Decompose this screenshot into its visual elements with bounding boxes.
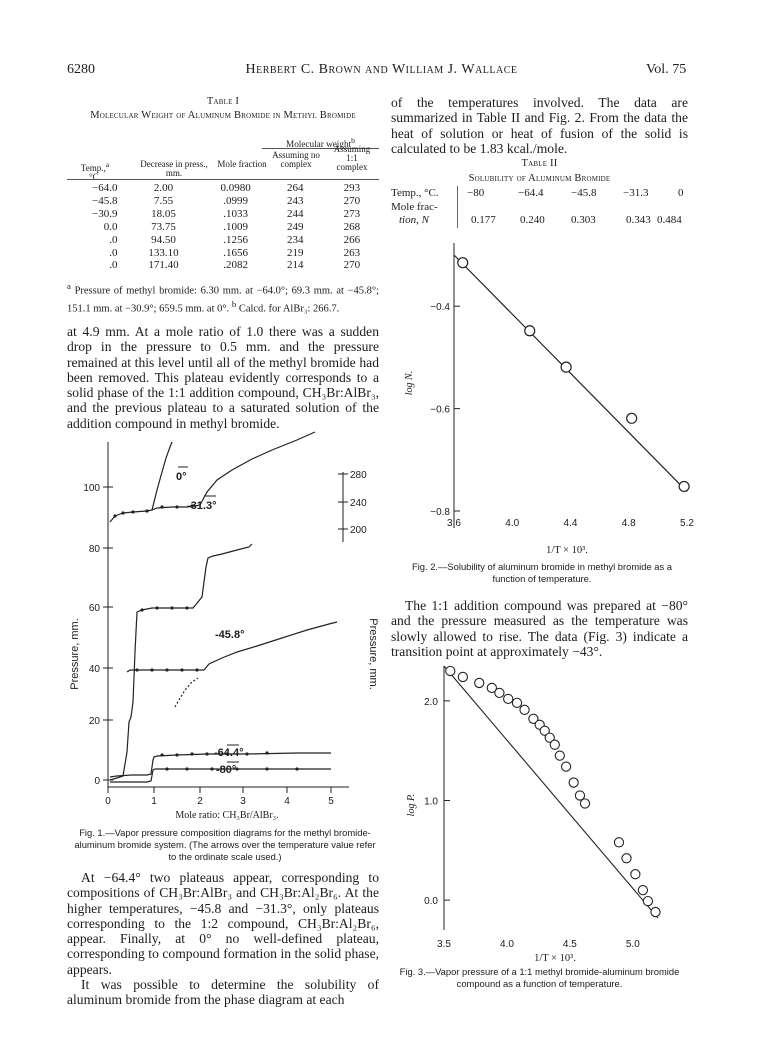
fig3-point	[512, 698, 521, 707]
fig1-yl-tick: 100	[83, 483, 100, 494]
left-paragraph-2a: At −64.4° two plateaus appear, corresponding to compositions of CH₃Br:AlBr₃ and CH₃Br:Al₂Br₆. At the higher temperatures, −45.8 and −31.3°, only plateaus corresponding to the 1:2 compound, CH₃Br:Al₂Br₆, appear. Finally, at 0° no well-defined plateau, corresponding to compound formation in the solid phase, appears.	[67, 870, 379, 977]
fig2-caption: Fig. 2.—Solubility of aluminum bromide in methyl bromide as a function of temperature.	[411, 561, 672, 584]
table1-cell: 234	[287, 233, 304, 246]
figure-1	[67, 432, 387, 827]
fig1-yr-tick: 280	[350, 470, 367, 481]
page-number: 6280	[67, 62, 95, 77]
fig1-label-neg80: -80°	[216, 764, 237, 776]
table1-cell: .0	[109, 246, 118, 259]
table1-cell: −45.8	[92, 194, 118, 207]
fig3-point	[651, 907, 660, 916]
fig3-x-tick-label: 4.0	[499, 939, 514, 950]
fig3-point	[475, 678, 484, 687]
table1-caption: Molecular Weight of Aluminum Bromide in Methyl Bromide	[90, 110, 356, 121]
fig2-y-tick-label: −0.6	[430, 404, 450, 416]
table1-title: Table I	[206, 96, 240, 107]
fig2-y-tick-label: −0.4	[430, 302, 450, 314]
fig3-point	[622, 854, 631, 863]
table1-cell: .1256	[223, 233, 249, 246]
volume-number: Vol. 75	[646, 62, 687, 77]
table1-cell: 266	[343, 233, 361, 246]
fig3-point	[458, 672, 467, 681]
table1-cell: −64.0	[92, 182, 118, 194]
left-paragraph-1: at 4.9 mm. At a mole ratio of 1.0 there was a sudden drop in the pressure to 0.5 mm. and the pressure remained at this level until all of the methyl bromide had been removed. This plateau evidently corresponds to a solid phase of the 1:1 addition compound, CH₃Br:AlBr₃, and the previous plateau to a saturated solution of the addition compound in methyl bromide.	[67, 324, 379, 431]
table1-row	[67, 221, 379, 234]
fig1-labels	[176, 467, 244, 776]
table1-cell: 264	[287, 182, 304, 194]
table1-cell: 7.55	[153, 194, 174, 207]
fig1-label-0: 0°	[176, 471, 187, 483]
table2-frac-2: 0.303	[571, 214, 596, 226]
fig3-point	[562, 762, 571, 771]
fig2-xlabel: 1/T × 10³.	[546, 545, 588, 556]
fig3-x-tick-label: 4.5	[562, 939, 577, 950]
table1-cell: 219	[287, 246, 304, 259]
left-paragraph-2b: It was possible to determine the solubility of aluminum bromide from the phase diagram at each	[67, 977, 379, 1008]
fig1-label-neg64: -64.4°	[214, 747, 244, 759]
table1-cell: .2082	[223, 259, 249, 272]
table1-col-decrease: Decrease in press., mm.	[140, 159, 208, 179]
fig1-x-tick: 3	[240, 796, 246, 807]
fig3-point	[555, 751, 564, 760]
fig3-point	[580, 799, 589, 808]
fig1-x-tick: 4	[284, 796, 290, 807]
fig1-curves	[110, 432, 337, 782]
fig1-x-tick: 0	[105, 796, 111, 807]
fig1-yr-tick: 200	[350, 525, 367, 536]
table1-cell: 270	[343, 259, 361, 272]
table1-body	[67, 182, 379, 272]
right-paragraph-1: of the temperatures involved. The data are summarized in Table II and Fig. 2. From the data the heat of solution or heat of fusion of the solid is calculated to be 1.83 kcal./mole.	[391, 95, 688, 156]
fig3-point	[614, 838, 623, 847]
fig3-y-ticks	[424, 697, 450, 907]
fig2-x-tick-label: 4.8	[621, 518, 636, 529]
fig1-axes	[108, 442, 349, 787]
fig1-label-neg31: -31.3°	[187, 500, 217, 512]
fig3-point	[520, 705, 529, 714]
fig2-ylabel: log N.	[404, 370, 415, 396]
fig2-y-tick-label: −0.8	[430, 507, 450, 518]
fig3-y-tick-label: 1.0	[424, 796, 438, 808]
fig2-point	[679, 481, 689, 491]
fig3-point	[550, 740, 559, 749]
table1-cell: 270	[343, 194, 361, 207]
table1-cell: .0999	[223, 194, 249, 207]
table1-row	[67, 182, 379, 195]
fig1-xlabel: Mole ratio: CH₃Br/AlBr₃.	[175, 810, 279, 821]
table1-col-mole: Mole fraction	[217, 159, 267, 169]
table2-temp-3: −31.3	[623, 187, 649, 199]
fig2-point	[525, 326, 535, 336]
fig3-y-tick-label: 0.0	[424, 896, 438, 908]
fig1-curve-dashed	[175, 678, 198, 707]
table2-frac-0: 0.177	[471, 214, 496, 226]
table2-divider	[457, 186, 459, 228]
table2-row1-label: Temp., °C.	[391, 187, 439, 199]
fig2-marks	[454, 243, 689, 511]
table1-cell: 0.0	[103, 220, 118, 233]
figure-2	[392, 243, 692, 557]
fig2-x-tick-label: 4.0	[505, 518, 520, 529]
fig1-x-ticks	[105, 787, 334, 807]
table2-title: Table II	[521, 158, 558, 169]
table1-cell: 2.00	[153, 182, 174, 194]
fig3-point	[569, 778, 578, 787]
fig3-y-tick-label: 2.0	[424, 696, 438, 708]
table2-frac-3: 0.343	[626, 214, 651, 226]
fig2-point	[561, 362, 571, 372]
fig3-x-tick-label: 5.0	[625, 939, 640, 950]
table2-temp-1: −64.4	[518, 187, 544, 199]
table2	[391, 186, 688, 230]
fig2-x-tick-label: 3.6	[447, 518, 461, 529]
running-authors: Herbert C. Brown and William J. Wallace	[245, 62, 518, 77]
table2-temp-4: 0	[678, 187, 684, 199]
fig1-curve-0	[110, 442, 172, 522]
fig2-x-ticks	[447, 518, 694, 529]
table1-col-nocomplex: Assuming no complex	[272, 150, 320, 170]
table2-row2-label-b: tion, N	[399, 214, 429, 226]
table2-temp-0: −80	[467, 187, 485, 199]
table1-row	[67, 208, 379, 221]
fig1-points	[113, 504, 298, 770]
table1-cell: 273	[343, 207, 361, 220]
fig1-caption: Fig. 1.—Vapor pressure composition diagrams for the methyl bromide-aluminum bromide system. (The arrows over the temperature value refer to the ordinate scale used.)	[74, 827, 376, 862]
fig3-point	[446, 666, 455, 675]
fig1-ylabel-right: Pressure, mm.	[367, 618, 379, 690]
fig2-x-tick-label: 5.2	[680, 518, 694, 529]
fig1-x-tick: 2	[197, 796, 203, 807]
table1-cell: .1009	[223, 220, 249, 233]
table1-cell: .1033	[223, 207, 249, 220]
fig3-x-ticks	[437, 939, 640, 950]
figure-3	[392, 660, 692, 966]
table1-cell: −30.9	[92, 207, 118, 220]
fig2-fit-line	[454, 255, 687, 492]
fig3-point	[643, 897, 652, 906]
table1-cell: 268	[343, 220, 361, 233]
table1-cell: 171.40	[148, 259, 179, 272]
table1-cell: 94.50	[151, 233, 176, 246]
table1-group-header: Molecular weight$^b$	[286, 136, 355, 150]
right-paragraph-2: The 1:1 addition compound was prepared at −80° and the pressure measured as the temperature was slowly allowed to rise. The data (Fig. 3) indicate a transition point at approximately −43°.	[391, 598, 688, 659]
fig1-yl-tick: 0	[94, 776, 100, 787]
fig1-ylabel-left: Pressure, mm.	[69, 618, 81, 690]
fig1-yl-tick: 20	[88, 716, 100, 727]
table1-header-rule	[67, 179, 379, 180]
table2-frac-1: 0.240	[520, 214, 545, 226]
table2-temp-2: −45.8	[571, 187, 597, 199]
fig2-y-ticks	[430, 302, 460, 518]
fig2-point	[627, 413, 637, 423]
fig1-yl-tick: 60	[88, 603, 100, 614]
table1-cell: 18.05	[151, 207, 176, 220]
table2-row2-label-a: Mole frac-	[391, 201, 438, 213]
fig3-caption: Fig. 3.—Vapor pressure of a 1:1 methyl bromide-aluminum bromide compound as a function of temperature.	[399, 966, 680, 989]
fig3-point	[638, 886, 647, 895]
table1-cell: 249	[287, 220, 304, 233]
fig1-x-tick: 5	[328, 796, 334, 807]
fig1-yr-tick: 240	[350, 498, 367, 509]
table1-footnotes: $^a$ Pressure of methyl bromide: 6.30 mm. at −64.0°; 69.3 mm. at −45.8°; 151.1 mm. at −30.9°; 659.5 mm. at 0°. $^b$ Calcd. for AlBr₃: 266.7.	[67, 281, 379, 314]
table1-header-row	[67, 144, 379, 183]
fig1-y-left-ticks	[83, 483, 113, 787]
table1-cell: 214	[287, 259, 304, 272]
fig3-x-tick-label: 3.5	[437, 939, 451, 950]
fig3-fit-line	[444, 666, 658, 918]
fig3-point	[504, 694, 513, 703]
table1-cell: .0	[109, 233, 118, 246]
table1-row	[67, 234, 379, 247]
fig2-x-tick-label: 4.4	[563, 518, 578, 529]
table1-cell: 263	[343, 246, 361, 259]
fig3-ylabel: log P.	[406, 793, 417, 817]
table1-cell: 243	[287, 194, 304, 207]
table1-cell: .1656	[223, 246, 249, 259]
table1-row	[67, 247, 379, 260]
fig3-marks	[444, 666, 660, 930]
table1-col-complex: Assuming 1:1 complex	[333, 144, 371, 173]
table2-caption: Solubility of Aluminum Bromide	[468, 173, 611, 184]
table1-col-temp: Temp.,$^a$ °C.	[80, 160, 110, 183]
fig1-yl-tick: 80	[88, 544, 100, 555]
fig2-point	[458, 258, 468, 268]
table1-cell: .0	[109, 259, 118, 272]
fig3-point	[631, 870, 640, 879]
fig1-label-neg45: -45.8°	[215, 629, 245, 641]
table1-row	[67, 259, 379, 272]
table1-cell: 73.75	[151, 220, 176, 233]
table1-cell: 0.0980	[220, 182, 251, 194]
fig3-xlabel: 1/T × 10³.	[534, 953, 576, 964]
table1-row	[67, 195, 379, 208]
table1-cell: 133.10	[148, 246, 179, 259]
fig3-point	[495, 688, 504, 697]
fig1-yl-tick: 40	[88, 664, 100, 675]
table1-cell: 244	[287, 207, 304, 220]
table1-cell: 293	[343, 182, 361, 194]
left-paragraphs-2	[67, 870, 379, 1008]
fig1-y-right-ticks	[338, 470, 367, 536]
table2-frac-4: 0.484	[657, 214, 682, 226]
fig1-x-tick: 1	[151, 796, 157, 807]
